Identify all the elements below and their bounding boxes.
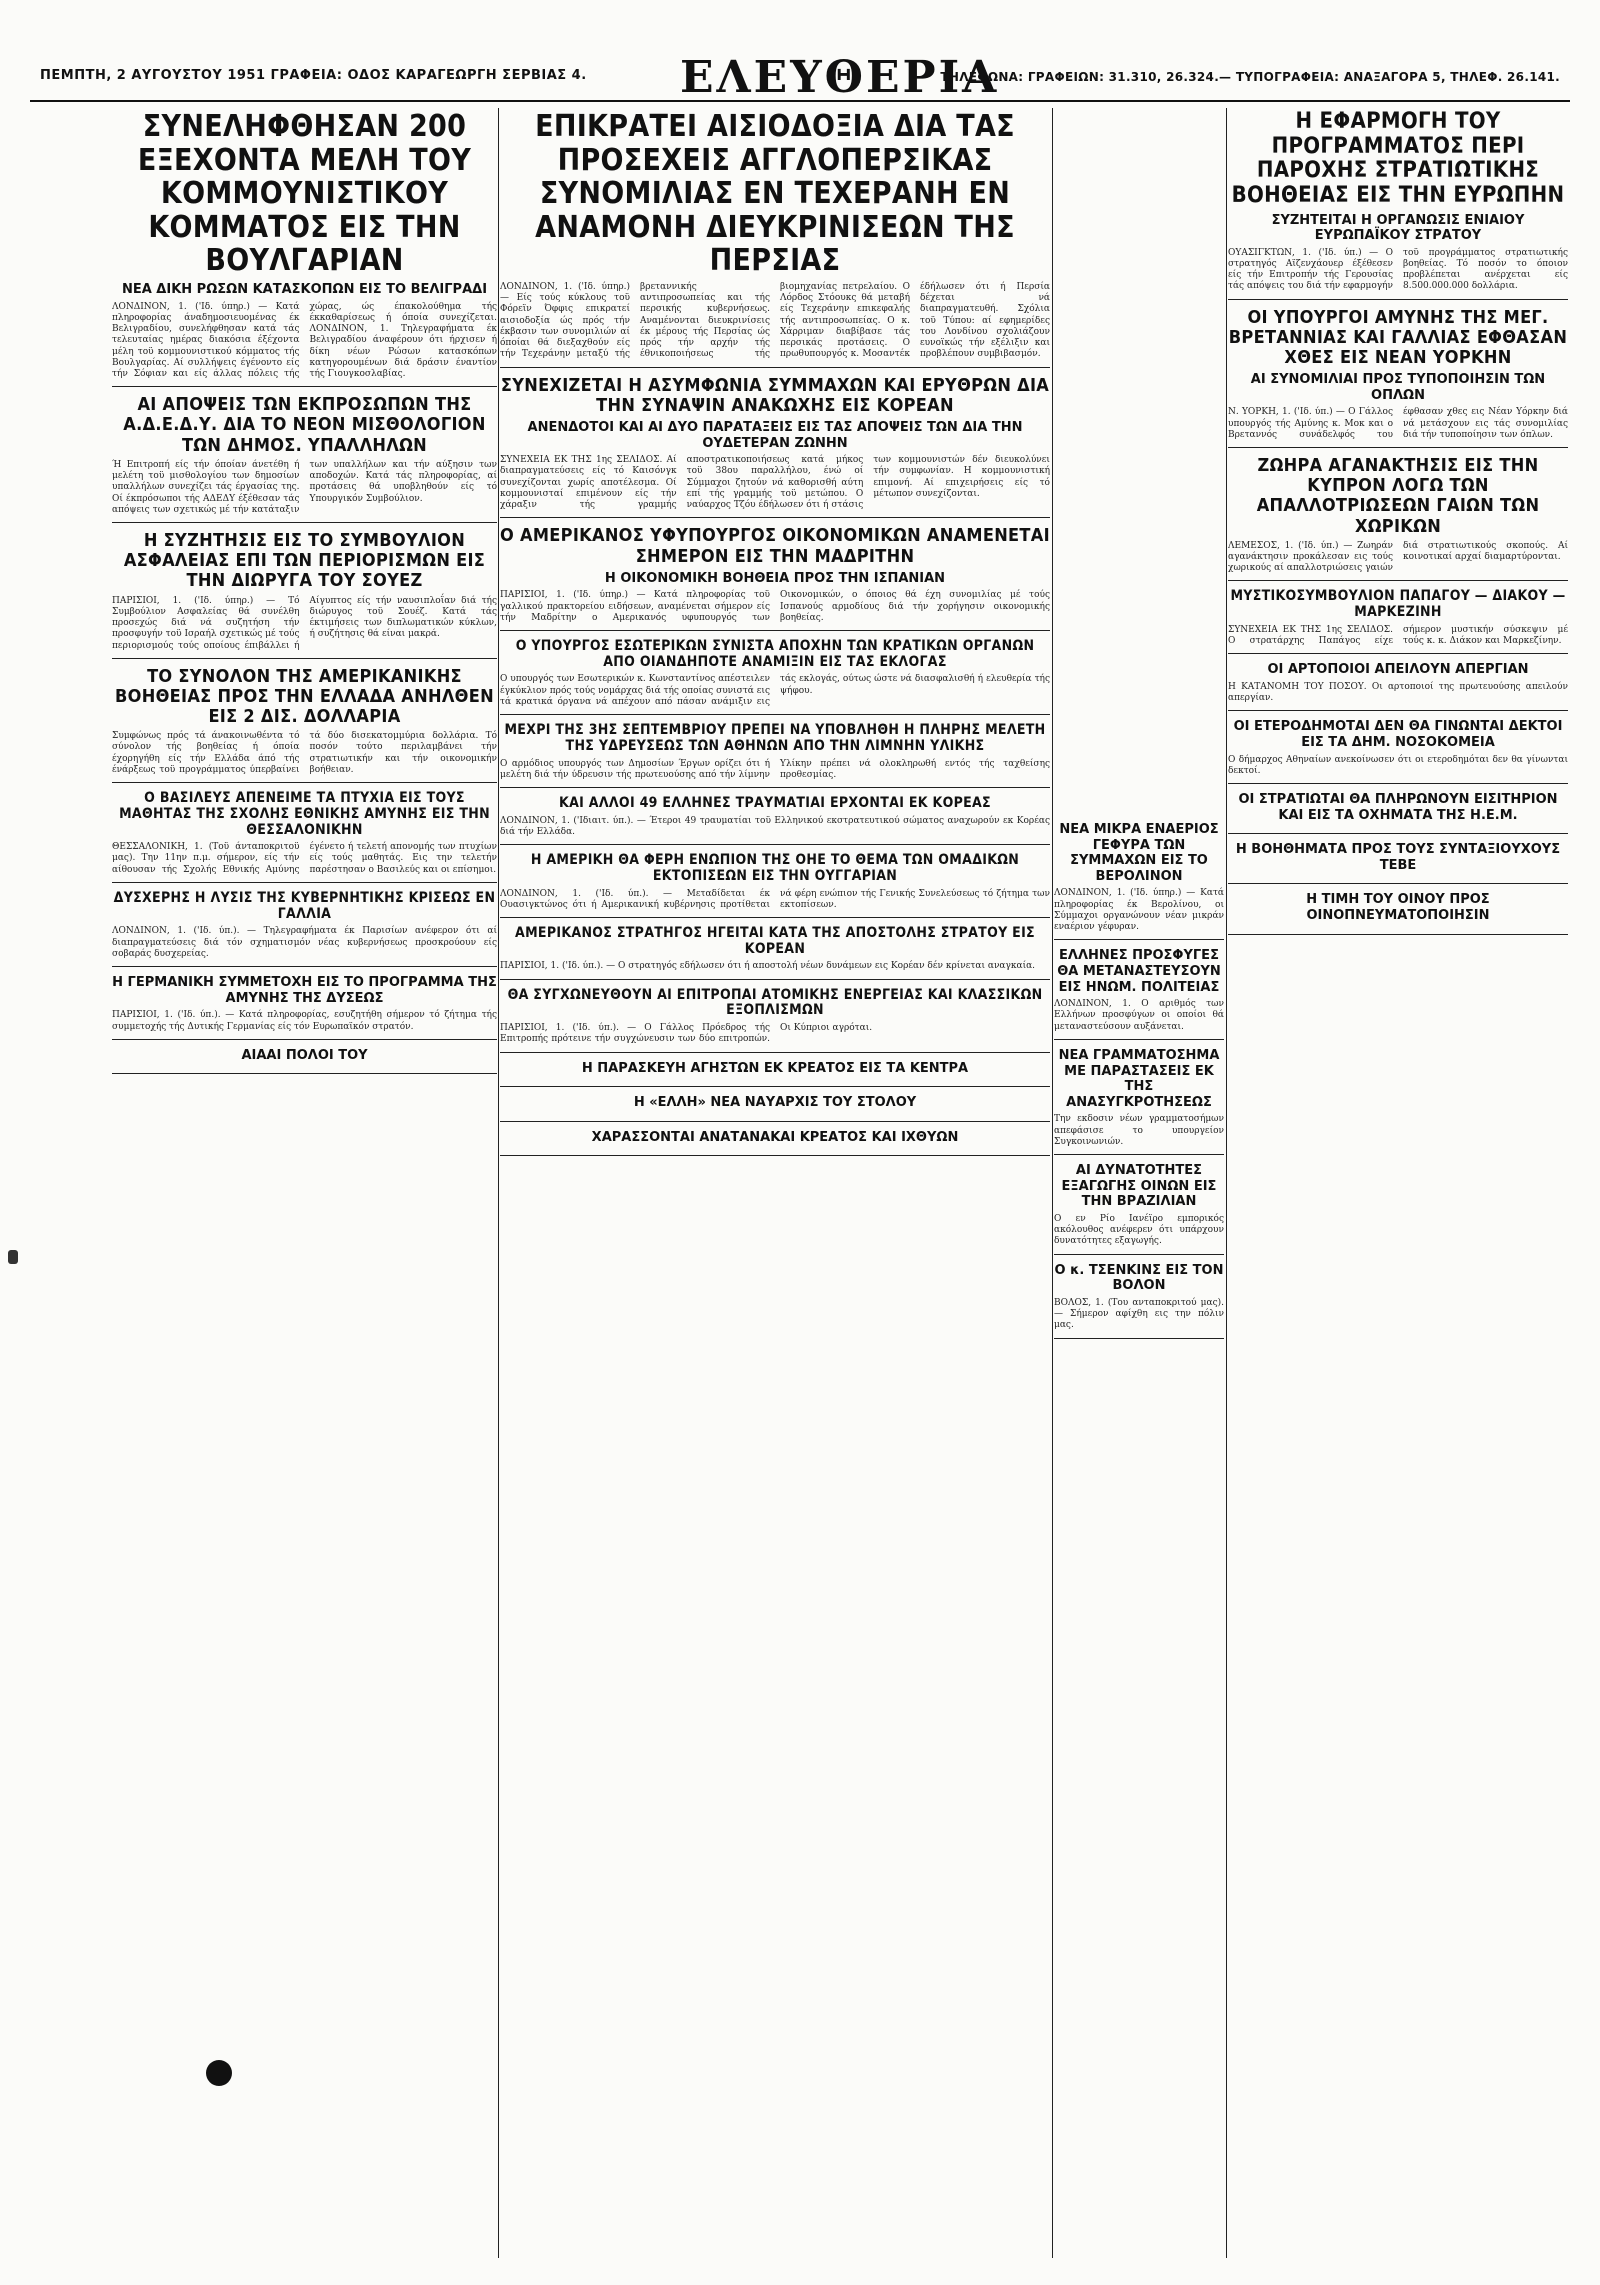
article-stamps (1054, 1048, 1224, 1155)
column-3 (1054, 820, 1224, 2260)
headline: Η ΓΕΡΜΑΝΙΚΗ ΣΥΜΜΕΤΟΧΗ ΕΙΣ ΤΟ ΠΡΟΓΡΑΜΜΑ ΤΗΣ ΑΜΥΝΗΣ ΤΗΣ ΔΥΣΕΩΣ (112, 975, 497, 1006)
headline: ΟΙ ΕΤΕΡΟΔΗΜΟΤΑΙ ΔΕΝ ΘΑ ΓΙΝΩΝΤΑΙ ΔΕΚΤΟΙ ΕΙΣ ΤΑ ΔΗΜ. ΝΟΣΟΚΟΜΕΙΑ (1233, 719, 1563, 750)
article-body: Ν. ΥΟΡΚΗ, 1. ('Ιδ. ύπ.) — Ο Γάλλος υπουργός τής Αμύνης κ. Μοκ και ο Βρεταννός συνάδελφός του έφθασαν χθες εις Νέαν Υόρκην διά νά μετάσχουν εις τάς συνομιλίας διά τήν τυποποίησιν των όπλων. (1228, 407, 1568, 440)
headline: ΚΑΙ ΑΛΛΟΙ 49 ΕΛΛΗΝΕΣ ΤΡΑΥΜΑΤΙΑΙ ΕΡΧΟΝΤΑΙ ΕΚ ΚΟΡΕΑΣ (559, 795, 991, 812)
headline: ΘΑ ΣΥΓΧΩΝΕΥΘΟΥΝ ΑΙ ΕΠΙΤΡΟΠΑΙ ΑΤΟΜΙΚΗΣ ΕΝΕΡΓΕΙΑΣ ΚΑΙ ΚΛΑΣΣΙΚΩΝ ΕΞΟΠΛΙΣΜΩΝ (507, 986, 1043, 1019)
article-body: ΠΑΡΙΣΙΟΙ, 1. ('Ιδ. ύπηρ.) — Τό Συμβούλιον Ασφαλείας θά συνέλθη προσεχώς διά νά συζητήση τήν προσφυγήν τοϋ Ισραήλ σχετικώς μέ τούς περιορισμούς τούς οποίους έπιβάλλει ή Αίγυπτος είς τήν ναυσιπλοΐαν διά τής διώρυγος τοϋ Σουέζ. Κατά τάς έκτιμήσεις των διπλωματικών κύκλων, ή συζήτησις θά είναι μακρά. (112, 595, 497, 651)
headline: Η «ΕΛΛΗ» ΝΕΑ ΝΑΥΑΡΧΙΣ ΤΟΥ ΣΤΟΛΟΥ (633, 1095, 917, 1111)
masthead-title: ΕΛΕΥΘΕΡΙΑ (680, 52, 1000, 103)
headline: Η ΤΙΜΗ ΤΟΥ ΟΙΝΟΥ ΠΡΟΣ ΟΙΝΟΠΝΕΥΜΑΤΟΠΟΙΗΣΙΝ (1306, 892, 1490, 924)
subheadline: Η ΟΙΚΟΝΟΜΙΚΗ ΒΟΗΘΕΙΑ ΠΡΟΣ ΤΗΝ ΙΣΠΑΝΙΑΝ (604, 570, 946, 586)
article-body: Ο αρμόδιος υπουργός των Δημοσίων Έργων ορίζει ότι ή μελέτη διά τήν ύδρευσιν τής πρωτευούσης από τήν λίμνην Υλίκην πρέπει νά ολοκληρωθή εντός τής ταχθείσης προθεσμίας. (500, 758, 1050, 780)
article-body: Ο δήμαρχος Αθηναίων ανεκοίνωσεν ότι οι ετεροδημόται δεν θα γίνωνται δεκτοί. (1228, 754, 1568, 776)
article-german-participation (112, 975, 497, 1040)
article-body: ΛΕΜΕΣΟΣ, 1. ('Ιδ. ύπ.) — Ζωηράν αγανάκτησιν προκάλεσαν εις τούς χωρικούς αί απαλλοτριώσεις γαιών διά στρατιωτικούς σκοπούς. Αί κοινοτικαί αρχαί διαμαρτύρονται. (1228, 540, 1568, 574)
article-body: Συμφώνως πρός τά άνακοινωθέντα τό σύνολον τής βοηθείας ή όποία έχορηγήθη είς τήν Ελλάδα άπό τής ένάρξεως τοϋ προγράμματος ύπερβαίνει τά δύο δισεκατομμύρια δολλάρια. Τό ποσόν τούτο περιλαμβάνει τήν στρατιωτικήν και τήν οικονομικήν βοήθειαν. (112, 731, 497, 775)
subheadline: ΝΕΑ ΔΙΚΗ ΡΩΣΩΝ ΚΑΤΑΣΚΟΠΩΝ ΕΙΣ ΤΟ ΒΕΛΙΓΡΑΔΙ (121, 281, 488, 297)
article-wounded-korea (500, 796, 1050, 845)
column-2 (500, 108, 1050, 2258)
article-body: ΟΥΑΣΙΓΚΤΩΝ, 1. ('Ιδ. ύπ.) — Ο στρατηγός Αϊζενχάουερ έξέθεσεν είς τήν Επιτροπήν τής Γερουσίας τάς απόψεις του διά τήν εφαρμογήν τοϋ προγράμματος στρατιωτικής βοηθείας. Τό ποσόν το όποιον προβλέπεται ανέρχεται είς 8.500.000.000 δολλάρια. (1228, 247, 1568, 292)
article-hungary (500, 853, 1050, 918)
article-body: ΠΑΡΙΣΙΟΙ, 1. ('Ιδ. ύπ.). — Ο στρατηγός εδήλωσεν ότι ή αποστολή νέων δυνάμεων εις Κορέαν δέν κρίνεται αναγκαία. (500, 961, 1036, 972)
article-body: ΛΟΝΔΙΝΟΝ, 1. ('Ιδ. ύπηρ.) — Κατά πληροφορίας άναδημοσιευομένας έκ Βελιγραδίου, συνελήφθησαν κατά τάς τελευταίας ημέρας διακόσια έξέχοντα μέλη τοϋ κομμουνιστικού κόμματος τής Βουλγαρίας. Αί συλλήψεις έγένοντο είς τήν Σόφιαν και είς άλλας πόλεις τής χώρας, ώς έπακολούθημα τής έκκαθαρίσεως ή όποία συνεχίζεται. ΛΟΝΔΙΝΟΝ, 1. Τηλεγραφήματα έκ Βελιγραδίου άναφέρουν ότι ήρχισεν ή δίκη νέων Ρώσων κατασκόπων κατηγορουμένων διά δράσιν έναντίον τής Γιουγκοσλαβίας. (112, 301, 497, 380)
article-king-diplomas (112, 791, 497, 883)
article-wine-brazil (1054, 1163, 1224, 1255)
column-rule (498, 108, 499, 2258)
headline: ΟΙ ΥΠΟΥΡΓΟΙ ΑΜΥΝΗΣ ΤΗΣ ΜΕΓ. ΒΡΕΤΑΝΝΙΑΣ ΚΑΙ ΓΑΛΛΙΑΣ ΕΦΘΑΣΑΝ ΧΘΕΣ ΕΙΣ ΝΕΑΝ ΥΟΡΚΗΝ (1228, 306, 1568, 368)
article-body: ΠΑΡΙΣΙΟΙ, 1. ('Ιδ. ύπ.). — Κατά πληροφορίας, εσυζητήθη σήμερον τό ζήτημα τής συμμετοχής τής Δυτικής Γερμανίας είς τόν Ευρωπαϊκόν στρατόν. (112, 1010, 497, 1032)
headline: Ο ΒΑΣΙΛΕΥΣ ΑΠΕΝΕΙΜΕ ΤΑ ΠΤΥΧΙΑ ΕΙΣ ΤΟΥΣ ΜΑΘΗΤΑΣ ΤΗΣ ΣΧΟΛΗΣ ΕΘΝΙΚΗΣ ΑΜΥΝΗΣ ΕΙΣ ΤΗΝ ΘΕΣΣΑΛΟΝΙΚΗΝ (119, 790, 490, 838)
article-atomic (500, 988, 1050, 1053)
article-american-aid (112, 667, 497, 783)
article-body: ΣΥΝΕΧΕΙΑ ΕΚ ΤΗΣ 1ης ΣΕΛΙΔΟΣ. Αί διαπραγματεύσεις είς τό Καισόνγκ συνεχίζονται χωρίς αποτέλεσμα. Οί κομμουνισταί επιμένουν είς τήν χάραξιν τής γραμμής αποστρατικοποιήσεως κατά μήκος τοϋ 38ου παραλλήλου, ένώ οί Σύμμαχοι ζητούν νά καθορισθή αύτη επί τής γραμμής τοϋ μετώπου. Ο ναύαρχος Τζόυ έδήλωσεν ότι ή στάσις των κομμουνιστών δέν διευκολύνει τήν συμφωνίαν. Η κομμουνιστική επιμονή. Αί επιχειρήσεις είς τό μέτωπον συνεχίζονται. (500, 455, 1050, 511)
article-body: ΛΟΝΔΙΝΟΝ, 1. ('Ιδ. ύπ.). — Τηλεγραφήματα έκ Παρισίων ανέφερον ότι αί διαπραγματεύσεις διά τόν σχηματισμόν νέας κυβερνήσεως προσκρούουν είς σοβαράς δυσχερείας. (112, 926, 497, 959)
article-volos (1054, 1263, 1224, 1339)
article-soldiers-tickets (1228, 792, 1568, 834)
headline: Η ΣΥΖΗΤΗΣΙΣ ΕΙΣ ΤΟ ΣΥΜΒΟΥΛΙΟΝ ΑΣΦΑΛΕΙΑΣ ΕΠΙ ΤΩΝ ΠΕΡΙΟΡΙΣΜΩΝ ΕΙΣ ΤΗΝ ΔΙΩΡΥΓΑ ΤΟΥ ΣΟΥΕΖ (123, 530, 486, 592)
masthead-date-line: ΠΕΜΠΤΗ, 2 ΑΥΓΟΥΣΤΟΥ 1951 ΓΡΑΦΕΙΑ: ΟΔΟΣ ΚΑΡΑΓΕΩΡΓΗ ΣΕΡΒΙΑΣ 4. (40, 68, 587, 83)
headline: Η ΠΑΡΑΣΚΕΥΗ ΑΓΗΣΤΩΝ ΕΚ ΚΡΕΑΤΟΣ ΕΙΣ ΤΑ ΚΕΝΤΡΑ (581, 1060, 969, 1076)
subheadline: ΑΙ ΣΥΝΟΜΙΛΙΑΙ ΠΡΟΣ ΤΥΠΟΠΟΙΗΣΙΝ ΤΩΝ ΟΠΛΩΝ (1250, 372, 1546, 403)
headline: ΔΥΣΧΕΡΗΣ Η ΛΥΣΙΣ ΤΗΣ ΚΥΒΕΡΝΗΤΙΚΗΣ ΚΡΙΣΕΩΣ ΕΝ ΓΑΛΛΙΑ (113, 889, 496, 922)
article-body: ΠΑΡΙΣΙΟΙ, 1. ('Ιδ. ύπ.). — Ο Γάλλος Πρόεδρος τής Επιτροπής πρότεινε τήν συγχώνευσιν των δύο επιτροπών. Οι Κύπριοι αγρόται. (500, 1023, 873, 1045)
masthead (30, 52, 1570, 103)
column-rule (1052, 108, 1053, 2258)
column-1 (112, 108, 497, 2258)
article-cyprus (1228, 456, 1568, 581)
article-wine-price (1228, 892, 1568, 934)
article-body: ΛΟΝΔΙΝΟΝ, 1. ('Ιδιαιτ. ύπ.). — Έτεροι 49 τραυματίαι τοϋ Ελληνικού εκστρατευτικού σώματος αναχωρούν εκ Κορέας διά τήν Ελλάδα. (500, 815, 1050, 837)
article-body: ΛΟΝΔΙΝΟΝ, 1. Ο αριθμός των Ελλήνων προσφύγων οι οποίοι θά μεταναστεύσουν αυξάνεται. (1054, 999, 1224, 1032)
article-papagos (1228, 589, 1568, 654)
article-pensions (1228, 842, 1568, 884)
article-body: ΣΥΝΕΧΕΙΑ ΕΚ ΤΗΣ 1ης ΣΕΛΙΔΟΣ. Ο στρατάρχης Παπάγος είχε σήμερον μυστικήν σύσκεψιν μέ τούς κ. κ. Διάκον και Μαρκεζίνην. (1228, 624, 1568, 647)
article-body: Η ΚΑΤΑΝΟΜΗ ΤΟΥ ΠΟΣΟΥ. Οι αρτοποιοί της πρωτευούσης απειλούν απεργίαν. (1228, 681, 1568, 704)
headline: ΝΕΑ ΓΡΑΜΜΑΤΟΣΗΜΑ ΜΕ ΠΑΡΑΣΤΑΣΕΙΣ ΕΚ ΤΗΣ ΑΝΑΣΥΓΚΡΟΤΗΣΕΩΣ (1058, 1047, 1220, 1110)
article-anglo-persian (500, 110, 1050, 368)
headline: ΝΕΑ ΜΙΚΡΑ ΕΝΑΕΡΙΟΣ ΓΕΦΥΡΑ ΤΩΝ ΣΥΜΜΑΧΩΝ ΕΙΣ ΤΟ ΒΕΡΟΛΙΝΟΝ (1059, 822, 1219, 884)
headline: ΑΙ ΔΥΝΑΤΟΤΗΤΕΣ ΕΞΑΓΩΓΗΣ ΟΙΝΩΝ ΕΙΣ ΤΗΝ ΒΡΑΖΙΛΙΑΝ (1061, 1163, 1217, 1210)
article-general-korea (500, 926, 1050, 980)
headline: ΑΙΑΑΙ ΠΟΛΟΙ ΤΟΥ (241, 1047, 368, 1063)
headline: Η ΒΟΗΘΗΜΑΤΑ ΠΡΟΣ ΤΟΥΣ ΣΥΝΤΑΞΙΟΥΧΟΥΣ ΤΕΒΕ (1235, 842, 1561, 873)
headline: ΜΥΣΤΙΚΟΣΥΜΒΟΥΛΙΟΝ ΠΑΠΑΓΟΥ — ΔΙΑΚΟΥ — ΜΑΡΚΕΖΙΝΗ (1230, 588, 1566, 621)
headline: ΖΩΗΡΑ ΑΓΑΝΑΚΤΗΣΙΣ ΕΙΣ ΤΗΝ ΚΥΠΡΟΝ ΛΟΓΩ ΤΩΝ ΑΠΑΛΛΟΤΡΙΩΣΕΩΝ ΓΑΙΩΝ ΤΩΝ ΧΩΡΙΚΩΝ (1256, 455, 1540, 537)
headline: Ο ΑΜΕΡΙΚΑΝΟΣ ΥΦΥΠΟΥΡΓΟΣ ΟΙΚΟΝΟΜΙΚΩΝ ΑΝΑΜΕΝΕΤΑΙ ΣΗΜΕΡΟΝ ΕΙΣ ΤΗΝ ΜΑΔΡΙΤΗΝ (500, 525, 1050, 567)
article-suez (112, 531, 497, 659)
column-4 (1228, 108, 1568, 2258)
headline: Ο ΥΠΟΥΡΓΟΣ ΕΣΩΤΕΡΙΚΩΝ ΣΥΝΙΣΤΑ ΑΠΟΧΗΝ ΤΩΝ ΚΡΑΤΙΚΩΝ ΟΡΓΑΝΩΝ ΑΠΟ ΟΙΑΝΔΗΠΟΤΕ ΑΝΑΜΙΞΙΝ ΕΙΣ ΤΑΣ ΕΚΛΟΓΑΣ (515, 638, 1035, 670)
article-elections (500, 639, 1050, 715)
article-madrid (500, 526, 1050, 631)
article-france-crisis (112, 891, 497, 967)
headline: Η ΕΦΑΡΜΟΓΗ ΤΟΥ ΠΡΟΓΡΑΜΜΑΤΟΣ ΠΕΡΙ ΠΑΡΟΧΗΣ ΣΤΡΑΤΙΩΤΙΚΗΣ ΒΟΗΘΕΙΑΣ ΕΙΣ ΤΗΝ ΕΥΡΩΠΗΝ (1231, 109, 1565, 208)
lead-headline: ΕΠΙΚΡΑΤΕΙ ΑΙΣΙΟΔΟΞΙΑ ΔΙΑ ΤΑΣ ΠΡΟΣΕΧΕΙΣ ΑΓΓΛΟΠΕΡΣΙΚΑΣ ΣΥΝΟΜΙΛΙΑΣ ΕΝ ΤΕΧΕΡΑΝΗ ΕΝ ΑΝΑΜΟΝΗ ΔΙΕΥΚΡΙΝΙΣΕΩΝ ΤΗΣ ΠΕΡΣΙΑΣ (535, 109, 1015, 279)
article-body: ΠΑΡΙΣΙΟΙ, 1. ('Ιδ. ύπηρ.) — Κατά πληροφορίας τοϋ γαλλικού πρακτορείου ειδήσεων, αναμένεται σήμερον είς τήν Μαδρίτην ο Αμερικανός υφυπουργός των Οικονομικών, ο όποιος θά έχη συνομιλίας μέ τούς Ισπανούς αρμοδίους διά τήν χορήγησιν οικονομικής βοηθείας. (500, 590, 1050, 623)
article-adedy (112, 395, 497, 523)
headline: ΜΕΧΡΙ ΤΗΣ 3ΗΣ ΣΕΠΤΕΜΒΡΙΟΥ ΠΡΕΠΕΙ ΝΑ ΥΠΟΒΛΗΘΗ Η ΠΛΗΡΗΣ ΜΕΛΕΤΗ ΤΗΣ ΥΔΡΕΥΣΕΩΣ ΤΩΝ ΑΘΗΝΩΝ ΑΠΟ ΤΗΝ ΛΙΜΝΗΝ ΥΛΙΚΗΣ (504, 722, 1046, 754)
article-body: ΛΟΝΔΙΝΟΝ, 1. ('Ιδ. ύπ.). — Μεταδίδεται έκ Ουασιγκτώνος ότι ή Αμερικανική κυβέρνησις προτίθεται νά φέρη ενώπιον τής Γενικής Συνελεύσεως τό ζήτημα των εκτοπίσεων. (500, 888, 1050, 910)
article-military-aid-europe (1228, 110, 1568, 300)
headline: Η ΑΜΕΡΙΚΗ ΘΑ ΦΕΡΗ ΕΝΩΠΙΟΝ ΤΗΣ ΟΗΕ ΤΟ ΘΕΜΑ ΤΩΝ ΟΜΑΔΙΚΩΝ ΕΚΤΟΠΙΣΕΩΝ ΕΙΣ ΤΗΝ ΟΥΓΓΑΡΙΑΝ (530, 852, 1020, 884)
subheadline: ΑΝΕΝΔΟΤΟΙ ΚΑΙ ΑΙ ΔΥΟ ΠΑΡΑΤΑΞΕΙΣ ΕΙΣ ΤΑΣ ΑΠΟΨΕΙΣ ΤΩΝ ΔΙΑ ΤΗΝ ΟΥΔΕΤΕΡΑΝ ΖΩΝΗΝ (527, 420, 1023, 451)
headline: ΑΙ ΑΠΟΨΕΙΣ ΤΩΝ ΕΚΠΡΟΣΩΠΩΝ ΤΗΣ Α.Δ.Ε.Δ.Υ. ΔΙΑ ΤΟ ΝΕΟΝ ΜΙΣΘΟΛΟΓΙΟΝ ΤΩΝ ΔΗΜΟΣ. ΥΠΑΛΛΗΛΩΝ (123, 394, 486, 456)
article-body: Ή Επιτροπή είς τήν όποίαν άνετέθη ή μελέτη τοϋ μισθολογίου των δημοσίων υπαλλήλων συνεχίζει τάς έργασίας της. Οί έκπρόσωποι τής ΑΔΕΔΥ έξέθεσαν τάς απόψεις των σχετικώς μέ τήν κατάταξιν των υπαλλήλων και τήν αύξησιν των αποδοχών. Κατά τάς πληροφορίας, αί προτάσεις θά υποβληθούν είς τό Υπουργικόν Συμβούλιον. (112, 459, 497, 515)
article-hospitals (1228, 719, 1568, 784)
subheadline: ΣΥΖΗΤΕΙΤΑΙ Η ΟΡΓΑΝΩΣΙΣ ΕΝΙΑΙΟΥ ΕΥΡΩΠΑΪΚΟΥ ΣΤΡΑΤΟΥ (1271, 212, 1525, 244)
headline: ΟΙ ΣΤΡΑΤΙΩΤΑΙ ΘΑ ΠΛΗΡΩΝΟΥΝ ΕΙΣΙΤΗΡΙΟΝ ΚΑΙ ΕΙΣ ΤΑ ΟΧΗΜΑΤΑ ΤΗΣ Η.Ε.Μ. (1238, 792, 1558, 823)
masthead-phones: ΤΗΛΕΦΩΝΑ: ΓΡΑΦΕΙΩΝ: 31.310, 26.324.— ΤΥΠΟΓΡΑΦΕΙΑ: ΑΝΑΞΑΓΟΡΑ 5, ΤΗΛΕΦ. 26.141. (940, 70, 1560, 84)
article-korea-armistice (500, 376, 1050, 519)
headline: ΧΑΡΑΣΣΟΝΤΑΙ ΑΝΑΤΑΝΑΚΑΙ ΚΡΕΑΤΟΣ ΚΑΙ ΙΧΘΥΩΝ (591, 1129, 959, 1145)
article-body: Την εκδοσιν νέων γραμματοσήμων απεφάσισε το υπουργείον Συγκοινωνιών. (1054, 1114, 1224, 1147)
article-body: Ο εν Ρίο Ιανέϊρο εμπορικός ακόλουθος ανέφερεν ότι υπάρχουν δυνατότητες εξαγωγής. (1054, 1213, 1224, 1247)
article-bulgaria-arrests (112, 110, 497, 387)
article-body: ΛΟΝΔΙΝΟΝ, 1. ('Ιδ. ύπηρ.) — Κατά πληροφορίας έκ Βερολίνου, οι Σύμμαχοι οργανώνουν νέαν μικράν εναέριον γέφυραν. (1054, 888, 1224, 933)
headline: ΟΙ ΑΡΤΟΠΟΙΟΙ ΑΠΕΙΛΟΥΝ ΑΠΕΡΓΙΑΝ (1267, 662, 1529, 678)
headline: ΑΜΕΡΙΚΑΝΟΣ ΣΤΡΑΤΗΓΟΣ ΗΓΕΙΤΑΙ ΚΑΤΑ ΤΗΣ ΑΠΟΣΤΟΛΗΣ ΣΤΡΑΤΟΥ ΕΙΣ ΚΟΡΕΑΝ (515, 925, 1035, 957)
article-prices (500, 1130, 1050, 1157)
article-bakers (1228, 662, 1568, 711)
ink-mark (8, 1250, 18, 1264)
column-rule (1226, 108, 1227, 2258)
article-berlin-airlift (1054, 822, 1224, 940)
headline: ΕΛΛΗΝΕΣ ΠΡΟΣΦΥΓΕΣ ΘΑ ΜΕΤΑΝΑΣΤΕΥΣΟΥΝ ΕΙΣ ΗΝΩΜ. ΠΟΛΙΤΕΙΑΣ (1057, 948, 1221, 995)
article-defence-ministers (1228, 308, 1568, 448)
article-body: ΒΟΛΟΣ, 1. (Του ανταποκριτού μας). — Σήμερον αφίχθη εις την πόλιν μας. (1054, 1297, 1224, 1331)
headline: ΤΟ ΣΥΝΟΛΟΝ ΤΗΣ ΑΜΕΡΙΚΑΝΙΚΗΣ ΒΟΗΘΕΙΑΣ ΠΡΟΣ ΤΗΝ ΕΛΛΑΔΑ ΑΝΗΛΘΕΝ ΕΙΣ 2 ΔΙΣ. ΔΟΛΛΑΡΙΑ (115, 665, 494, 728)
article-body: ΛΟΝΔΙΝΟΝ, 1. ('Ιδ. ύπηρ.) — Είς τούς κύκλους τοϋ Φόρεϊν Όφφις επικρατεί αισιοδοξία ώς πρός τήν έκβασιν των συνομιλιών αί όποίαι θά διεξαχθούν είς τήν Τεχεράνην μεταξύ τής βρεταννικής αντιπροσωπείας και τής περσικής κυβερνήσεως. Αναμένονται διευκρινίσεις έκ μέρους τής Περσίας ώς πρός τήν αρχήν τής έθνικοποιήσεως τής βιομηχανίας πετρελαίου. Ο Λόρδος Στόουκς θά μεταβή είς Τεχεράνην επικεφαλής τής αντιπροσωπείας. Ο κ. Χάρριμαν διαβίβασε τάς περσικάς προτάσεις. Ο πρωθυπουργός κ. Μοσαντέκ έδήλωσεν ότι ή Περσία δέχεται νά διαπραγματευθή. Σχόλια τοϋ Τύπου: αί εφημερίδες του Λονδίνου σχολιάζουν ευνοϊκώς τήν εξέλιξιν και προβλέπουν συμβιβασμόν. (500, 281, 1050, 360)
article-water-supply (500, 723, 1050, 788)
article-meatless (500, 1061, 1050, 1088)
headline: Ο κ. ΤΣΕΝΚΙΝΣ ΕΙΣ ΤΟΝ ΒΟΛΟΝ (1054, 1262, 1224, 1294)
article-body: ΘΕΣΣΑΛΟΝΙΚΗ, 1. (Τοϋ άνταποκριτοϋ μας). Την 11ην π.μ. σήμερον, είς τήν αίθουσαν τής Σχολής Εθνικής Αμύνης έγένετο ή τελετή απονομής των πτυχίων είς τούς μαθητάς. Εις την τελετήν παρέστησαν ο Βασιλεύς και οι επίσημοι. (112, 842, 497, 875)
headline: ΣΥΝΕΧΙΖΕΤΑΙ Η ΑΣΥΜΦΩΝΙΑ ΣΥΜΜΑΧΩΝ ΚΑΙ ΕΡΥΘΡΩΝ ΔΙΑ ΤΗΝ ΣΥΝΑΨΙΝ ΑΝΑΚΩΧΗΣ ΕΙΣ ΚΟΡΕΑΝ (500, 374, 1050, 416)
article-elli (500, 1095, 1050, 1122)
article-refugees (1054, 948, 1224, 1040)
article-bottom (112, 1048, 497, 1075)
article-body: Ο υπουργός των Εσωτερικών κ. Κωνσταντίνος απέστειλεν έγκύκλιον πρός τούς νομάρχας διά τής οποίας συνιστά εις τά κρατικά όργανα νά απέχουν από πάσαν ανάμιξιν εις τάς εκλογάς, ούτως ώστε νά διασφαλισθή ή ελευθερία τής ψήφου. (500, 674, 1050, 707)
headline: ΣΥΝΕΛΗΦΘΗΣΑΝ 200 ΕΞΕΧΟΝΤΑ ΜΕΛΗ ΤΟΥ ΚΟΜΜΟΥΝΙΣΤΙΚΟΥ ΚΟΜΜΑΤΟΣ ΕΙΣ ΤΗΝ ΒΟΥΛΓΑΡΙΑΝ (137, 109, 472, 279)
ink-blot (206, 2060, 232, 2086)
